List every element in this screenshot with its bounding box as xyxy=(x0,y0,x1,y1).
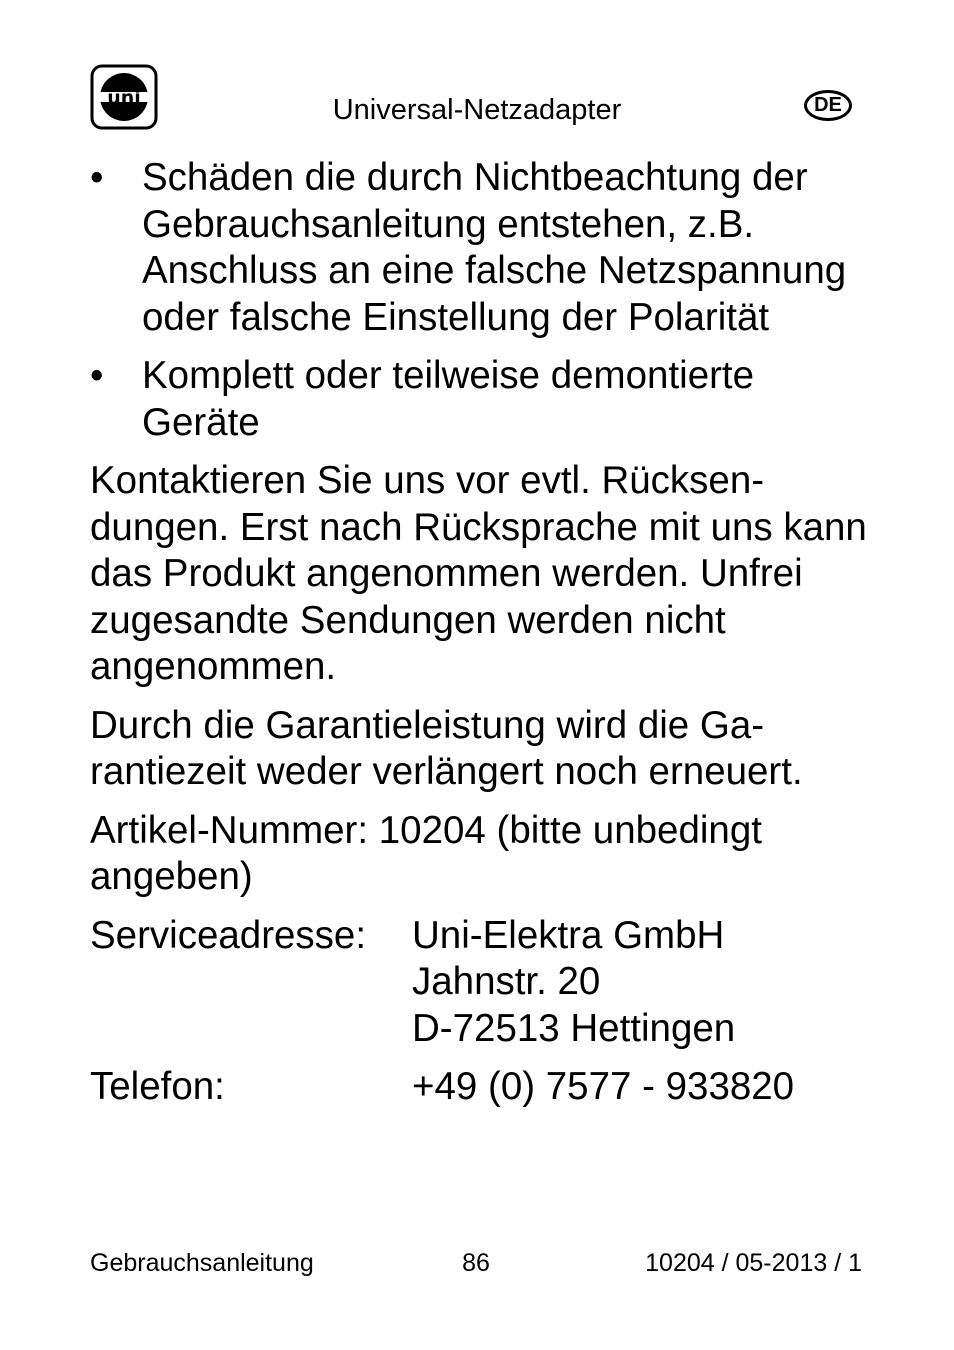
warranty-paragraph: Durch die Garantieleistung wird die Ga-rantiezeit weder verlängert noch erneuert. xyxy=(90,703,803,793)
logo-text: uni xyxy=(107,87,141,109)
footer-doc-code: 10204 / 05-2013 / 1 xyxy=(645,1249,862,1277)
footer-doc-name: Gebrauchsanleitung xyxy=(90,1249,314,1277)
phone-value: +49 (0) 7577 - 933820 xyxy=(412,1065,795,1108)
page-number: 86 xyxy=(462,1249,490,1277)
exclusion-list xyxy=(90,155,880,446)
phone-label: Telefon: xyxy=(90,1065,225,1108)
article-number-paragraph: Artikel-Nummer: 10204 (bitte unbedingt angeben) xyxy=(90,808,762,898)
address-line-company: Uni-Elektra GmbH xyxy=(412,913,725,957)
list-item xyxy=(90,353,880,446)
contact-paragraph: Kontaktieren Sie uns vor evtl. Rücksen-dungen. Erst nach Rücksprache mit uns kann das Produkt angenommen werden. Unfrei zugesandte Sendungen werden nicht angenommen. xyxy=(90,459,867,688)
service-address-label: Serviceadresse: xyxy=(90,913,367,957)
phone-row xyxy=(90,1064,880,1111)
list-item-text: Komplett oder teilweise demontierte Geräte xyxy=(142,354,755,444)
list-item-text: Schäden die durch Nichtbeachtung der Gebrauchsanleitung entstehen, z.B. Anschluss an eine falsche Netzspannung oder falsche Einstellung der Polarität xyxy=(142,156,847,339)
service-address-value xyxy=(412,913,735,1053)
bullet-icon: • xyxy=(90,156,104,199)
bullet-icon: • xyxy=(90,354,104,397)
list-item xyxy=(90,155,880,341)
address-line-street: Jahnstr. 20 xyxy=(412,960,601,1003)
language-badge: DE xyxy=(804,90,852,121)
address-line-city: D-72513 Hettingen xyxy=(412,1006,736,1050)
document-body xyxy=(90,155,880,1123)
page-header-title: Universal-Netzadapter xyxy=(332,94,622,126)
service-address-row xyxy=(90,913,880,1053)
